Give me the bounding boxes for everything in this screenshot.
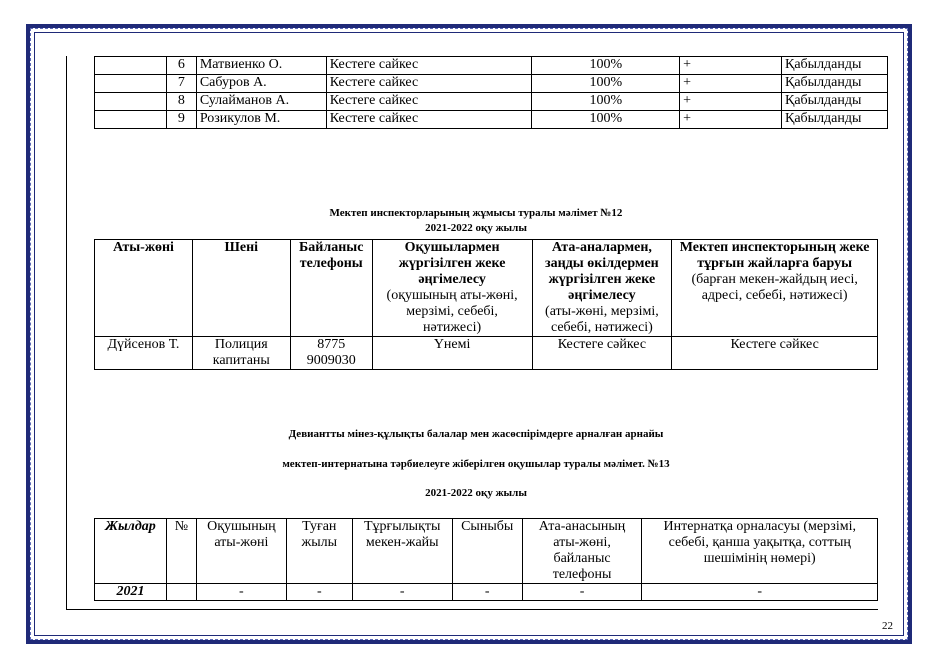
continued-table (94, 56, 888, 129)
mark-cell: + (680, 93, 782, 111)
header-parent-talks-sub: (аты-жөні, мерзімі, себебі, нәтижесі) (545, 304, 659, 335)
row-number: 9 (166, 111, 196, 129)
inspector-phone: 8775 9009030 (290, 337, 372, 370)
schedule-cell: Кестеге сайкес (326, 57, 532, 75)
section13-title-line1: Девиантты мінез-құлықты балалар мен жасөспірімдерге арналған арнайы (288, 428, 664, 440)
table-row (95, 93, 888, 111)
table-header-row (95, 240, 878, 337)
header-home-visits-sub: (барған мекен-жайдың иесі, адресі, себебі, нәтижесі) (691, 272, 858, 303)
number-cell (166, 584, 196, 601)
row-number: 7 (166, 75, 196, 93)
table-row (95, 584, 878, 601)
row-number: 6 (166, 57, 196, 75)
row-number: 8 (166, 93, 196, 111)
percent-cell: 100% (532, 93, 680, 111)
birth-year-cell: - (286, 584, 352, 601)
header-parents: Ата-анасының аты-жөні, байланыс телефоны (522, 519, 642, 584)
status-cell: Қабылданды (781, 57, 887, 75)
percent-cell: 100% (532, 57, 680, 75)
inspector-name: Дүйсенов Т. (95, 337, 193, 370)
percent-cell: 100% (532, 111, 680, 129)
class-cell: - (452, 584, 522, 601)
boarding-school-table (94, 518, 878, 601)
header-address: Тұрғылықты мекен-жайы (352, 519, 452, 584)
student-name: Матвиенко О. (196, 57, 326, 75)
header-home-visits (672, 240, 878, 337)
parent-talks-cell: Кестеге сәйкес (532, 337, 672, 370)
header-student-talks-sub: (оқушының аты-жөні, мерзімі, себебі, нәтижесі) (386, 288, 518, 335)
student-talks-cell: Үнемі (372, 337, 532, 370)
inspector-rank: Полиция капитаны (192, 337, 290, 370)
header-phone: Байланыс телефоны (290, 240, 372, 337)
header-number: № (166, 519, 196, 584)
section12-title: Мектеп инспекторларының жұмысы туралы мәлімет №12 (329, 207, 623, 219)
placement-cell: - (642, 584, 878, 601)
header-home-visits-title: Мектеп инспекторының жеке тұрғын жайларға баруы (679, 240, 870, 271)
header-class: Сыныбы (452, 519, 522, 584)
student-name-cell: - (196, 584, 286, 601)
parents-cell: - (522, 584, 642, 601)
student-name: Розикулов М. (196, 111, 326, 129)
schedule-cell: Кестеге сайкес (326, 93, 532, 111)
mark-cell: + (680, 75, 782, 93)
header-years: Жылдар (95, 519, 167, 584)
header-parent-talks-title: Ата-аналармен, заңды өкілдермен жүргізілген жеке әңгімелесу (545, 240, 659, 303)
status-cell: Қабылданды (781, 93, 887, 111)
status-cell: Қабылданды (781, 75, 887, 93)
table-row (95, 75, 888, 93)
student-name: Сулайманов А. (196, 93, 326, 111)
header-student-talks-title: Оқушылармен жүргізілген жеке әңгімелесу (398, 240, 506, 287)
header-student-talks (372, 240, 532, 337)
header-placement: Интернатқа орналасуы (мерзімі, себебі, қанша уақытқа, соттың шешімінің нөмері) (642, 519, 878, 584)
header-student-name: Оқушының аты-жөні (196, 519, 286, 584)
header-parent-talks (532, 240, 672, 337)
year-cell: 2021 (95, 584, 167, 601)
section13-year: 2021-2022 оқу жылы (425, 487, 527, 499)
section12-year: 2021-2022 оқу жылы (425, 222, 527, 234)
header-rank: Шені (192, 240, 290, 337)
mark-cell: + (680, 111, 782, 129)
table-header-row (95, 519, 878, 584)
header-birth-year: Туған жылы (286, 519, 352, 584)
schedule-cell: Кестеге сайкес (326, 75, 532, 93)
student-name: Сабуров А. (196, 75, 326, 93)
inspectors-table (94, 239, 878, 370)
page-number: 22 (882, 620, 893, 632)
address-cell: - (352, 584, 452, 601)
header-name: Аты-жөні (95, 240, 193, 337)
table-row (95, 57, 888, 75)
table-row (95, 111, 888, 129)
table-row (95, 337, 878, 370)
schedule-cell: Кестеге сайкес (326, 111, 532, 129)
home-visits-cell: Кестеге сәйкес (672, 337, 878, 370)
mark-cell: + (680, 57, 782, 75)
percent-cell: 100% (532, 75, 680, 93)
section13-title-line2: мектеп-интернатына тәрбиелеуге жіберілген оқушылар туралы мәлімет. №13 (282, 458, 670, 470)
status-cell: Қабылданды (781, 111, 887, 129)
